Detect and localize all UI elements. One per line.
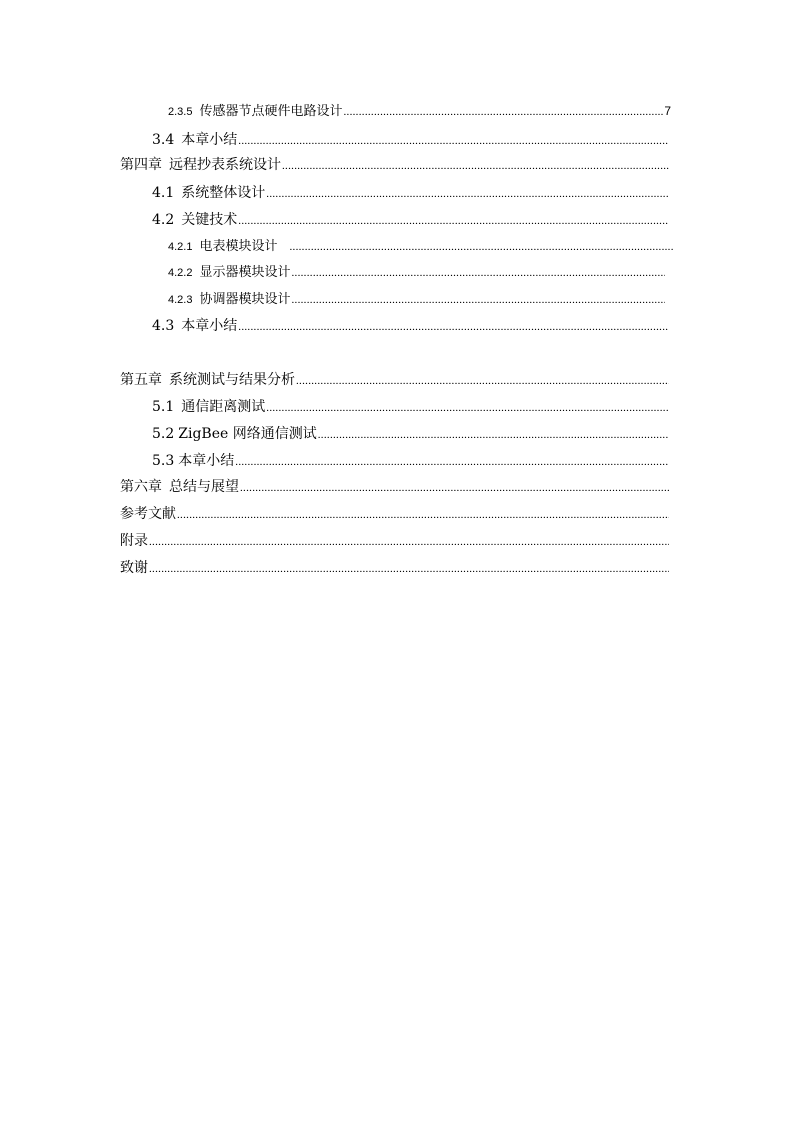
dot-leader [318, 424, 669, 445]
toc-entry-4-2-2[interactable] [168, 262, 666, 284]
toc-entry-chapter-5[interactable] [120, 369, 670, 391]
toc-entry-number: 5.3 [152, 453, 175, 469]
toc-entry-title: 关键技术 [181, 212, 238, 228]
toc-entry-acknowledgements[interactable] [120, 557, 670, 579]
dot-leader [291, 262, 665, 284]
toc-entry-title: 系统整体设计 [181, 185, 266, 201]
dot-leader [240, 477, 669, 498]
dot-leader [238, 316, 669, 337]
dot-leader [149, 558, 669, 579]
dot-leader [266, 183, 669, 204]
toc-entry-number: 5.1 [152, 399, 175, 415]
dot-leader [343, 101, 663, 122]
dot-leader [149, 531, 669, 552]
toc-entry-label [120, 369, 296, 391]
toc-entry-number: 5.2 [152, 426, 175, 442]
toc-entry-number: 第六章 [120, 479, 162, 495]
toc-entry-label [168, 289, 291, 311]
toc-entry-label [120, 557, 149, 579]
toc-entry-references[interactable] [120, 503, 670, 525]
toc-entry-number: 4.2.1 [168, 241, 193, 253]
toc-entry-chapter-4[interactable] [120, 154, 670, 176]
toc-entry-number: 4.2 [152, 212, 175, 228]
toc-entry-label [152, 182, 266, 204]
toc-entry-label [168, 101, 343, 122]
toc-entry-label [120, 503, 177, 525]
toc-entry-title: 附录 [120, 533, 148, 549]
toc-entry-4-3[interactable] [152, 315, 670, 337]
toc-entry-title: 本章小结 [181, 318, 238, 334]
toc-entry-2-3-5[interactable] [168, 100, 671, 122]
toc-entry-3-4[interactable] [152, 129, 670, 151]
dot-leader [238, 130, 669, 151]
dot-leader [266, 397, 669, 418]
toc-entry-label [120, 530, 149, 552]
toc-entry-title: 系统测试与结果分析 [169, 372, 295, 388]
toc-entry-title: 显示器模块设计 [199, 265, 291, 280]
toc-entry-label [152, 315, 238, 337]
toc-entry-title: 通信距离测试 [181, 399, 266, 415]
toc-entry-4-2-1[interactable] [168, 236, 675, 258]
toc-entry-title: 参考文献 [120, 506, 176, 522]
dot-leader [238, 210, 669, 231]
toc-entry-4-1[interactable] [152, 182, 670, 204]
toc-entry-title: 致谢 [120, 560, 148, 576]
toc-entry-title: 总结与展望 [169, 479, 239, 495]
dot-leader [282, 155, 669, 176]
toc-entry-title: 电表模块设计 [199, 239, 278, 254]
toc-entry-title: 本章小结 [181, 132, 238, 148]
toc-entry-number: 4.3 [152, 318, 175, 334]
toc-entry-page: 7 [664, 104, 671, 118]
toc-entry-number: 4.2.3 [168, 294, 193, 306]
toc-entry-label [120, 476, 240, 498]
toc-entry-label [152, 209, 238, 231]
toc-entry-number: 第五章 [120, 372, 162, 388]
toc-entry-5-2[interactable] [152, 423, 670, 445]
toc-entry-title: 远程抄表系统设计 [169, 157, 281, 173]
toc-entry-number: 3.4 [152, 132, 175, 148]
toc-entry-number: 4.1 [152, 185, 175, 201]
dot-leader [296, 370, 669, 391]
toc-entry-label [152, 396, 266, 418]
toc-entry-5-1[interactable] [152, 396, 670, 418]
toc-entry-label [152, 423, 318, 445]
toc-entry-title: 协调器模块设计 [199, 292, 291, 307]
toc-entry-number: 4.2.2 [168, 267, 193, 279]
toc-entry-label [152, 129, 238, 151]
toc-entry-title: ZigBee 网络通信测试 [178, 426, 317, 442]
toc-entry-label [168, 236, 289, 258]
toc-entry-5-3[interactable] [152, 450, 670, 472]
toc-entry-4-2[interactable] [152, 209, 670, 231]
toc-entry-chapter-6[interactable] [120, 476, 670, 498]
dot-leader [291, 289, 665, 311]
toc-entry-label [168, 262, 291, 284]
toc-entry-label [120, 154, 282, 176]
dot-leader [177, 504, 669, 525]
toc-entry-number: 第四章 [120, 157, 162, 173]
toc-entry-title: 传感器节点硬件电路设计 [199, 104, 343, 119]
toc-entry-title: 本章小结 [178, 453, 235, 469]
dot-leader [289, 236, 674, 258]
toc-entry-4-2-3[interactable] [168, 289, 666, 311]
toc-entry-label [152, 450, 235, 472]
dot-leader [235, 451, 669, 472]
toc-entry-appendix[interactable] [120, 530, 670, 552]
toc-entry-number: 2.3.5 [168, 106, 193, 118]
